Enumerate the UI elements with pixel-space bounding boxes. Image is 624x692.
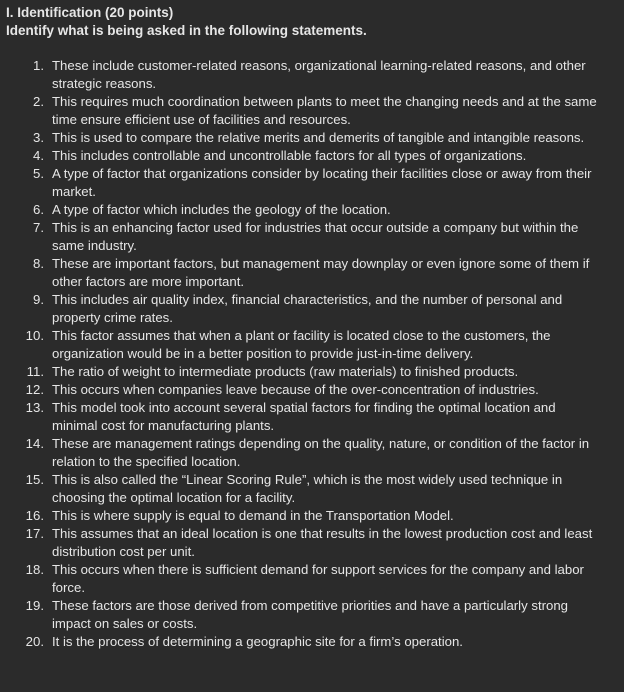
question-number: 9. bbox=[33, 292, 44, 307]
question-text: This model took into account several spatial factors for finding the optimal location and minimal cost for manufacturing plants. bbox=[52, 400, 556, 433]
question-number: 11. bbox=[26, 364, 44, 379]
question-number: 4. bbox=[33, 148, 44, 163]
question-text: A type of factor which includes the geology of the location. bbox=[52, 202, 391, 217]
question-number: 7. bbox=[33, 220, 44, 235]
question-text: This is used to compare the relative merits and demerits of tangible and intangible reasons. bbox=[52, 130, 585, 145]
question-number: 15. bbox=[25, 472, 44, 487]
section-title: I. Identification (20 points) bbox=[6, 5, 174, 20]
question-number: 10. bbox=[25, 328, 44, 343]
question-text: A type of factor that organizations consider by locating their facilities close or away from their market. bbox=[52, 166, 592, 199]
question-item bbox=[6, 147, 618, 165]
question-text: This is where supply is equal to demand in the Transportation Model. bbox=[52, 508, 454, 523]
question-text: This requires much coordination between plants to meet the changing needs and at the same time ensure efficient use of facilities and resources. bbox=[52, 94, 597, 127]
question-number: 5. bbox=[33, 166, 44, 181]
question-list bbox=[6, 57, 618, 651]
question-number: 19. bbox=[25, 598, 44, 613]
question-number: 16. bbox=[25, 508, 44, 523]
question-text: This assumes that an ideal location is one that results in the lowest production cost and least distribution cost per unit. bbox=[52, 526, 593, 559]
question-text: It is the process of determining a geographic site for a firm’s operation. bbox=[52, 634, 463, 649]
question-number: 14. bbox=[25, 436, 44, 451]
question-number: 6. bbox=[33, 202, 44, 217]
question-item bbox=[6, 201, 618, 219]
question-text: This is an enhancing factor used for industries that occur outside a company but within the same industry. bbox=[52, 220, 579, 253]
question-item bbox=[6, 219, 618, 255]
question-item bbox=[6, 363, 618, 381]
question-text: This includes controllable and uncontrollable factors for all types of organizations. bbox=[52, 148, 527, 163]
question-item bbox=[6, 435, 618, 471]
question-item bbox=[6, 597, 618, 633]
question-item bbox=[6, 93, 618, 129]
question-item bbox=[6, 381, 618, 399]
question-number: 20. bbox=[25, 634, 44, 649]
question-number: 8. bbox=[33, 256, 44, 271]
question-item bbox=[6, 507, 618, 525]
question-item bbox=[6, 399, 618, 435]
section-instructions: Identify what is being asked in the following statements. bbox=[6, 23, 367, 38]
question-text: These are management ratings depending on the quality, nature, or condition of the factor in relation to the specified location. bbox=[52, 436, 590, 469]
question-item bbox=[6, 633, 618, 651]
question-number: 2. bbox=[33, 94, 44, 109]
question-text: The ratio of weight to intermediate products (raw materials) to finished products. bbox=[52, 364, 519, 379]
question-number: 17. bbox=[25, 526, 44, 541]
question-item bbox=[6, 327, 618, 363]
question-number: 1. bbox=[33, 58, 44, 73]
question-text: This factor assumes that when a plant or facility is located close to the customers, the organization would be in a better position to provide just-in-time delivery. bbox=[52, 328, 551, 361]
question-item bbox=[6, 525, 618, 561]
question-item bbox=[6, 165, 618, 201]
question-item bbox=[6, 129, 618, 147]
question-number: 18. bbox=[25, 562, 44, 577]
question-item bbox=[6, 255, 618, 291]
question-text: This occurs when companies leave because of the over-concentration of industries. bbox=[52, 382, 539, 397]
question-item bbox=[6, 561, 618, 597]
question-number: 13. bbox=[25, 400, 44, 415]
question-text: This is also called the “Linear Scoring Rule”, which is the most widely used technique in choosing the optimal location for a facility. bbox=[52, 472, 563, 505]
question-item bbox=[6, 291, 618, 327]
question-number: 3. bbox=[33, 130, 44, 145]
question-number: 12. bbox=[25, 382, 44, 397]
question-text: These include customer-related reasons, organizational learning-related reasons, and other strategic reasons. bbox=[52, 58, 586, 91]
question-item bbox=[6, 471, 618, 507]
question-item bbox=[6, 57, 618, 93]
question-text: These are important factors, but management may downplay or even ignore some of them if other factors are more important. bbox=[52, 256, 590, 289]
question-text: This includes air quality index, financial characteristics, and the number of personal and property crime rates. bbox=[52, 292, 563, 325]
question-text: These factors are those derived from competitive priorities and have a particularly strong impact on sales or costs. bbox=[52, 598, 569, 631]
question-text: This occurs when there is sufficient demand for support services for the company and labor force. bbox=[52, 562, 584, 595]
